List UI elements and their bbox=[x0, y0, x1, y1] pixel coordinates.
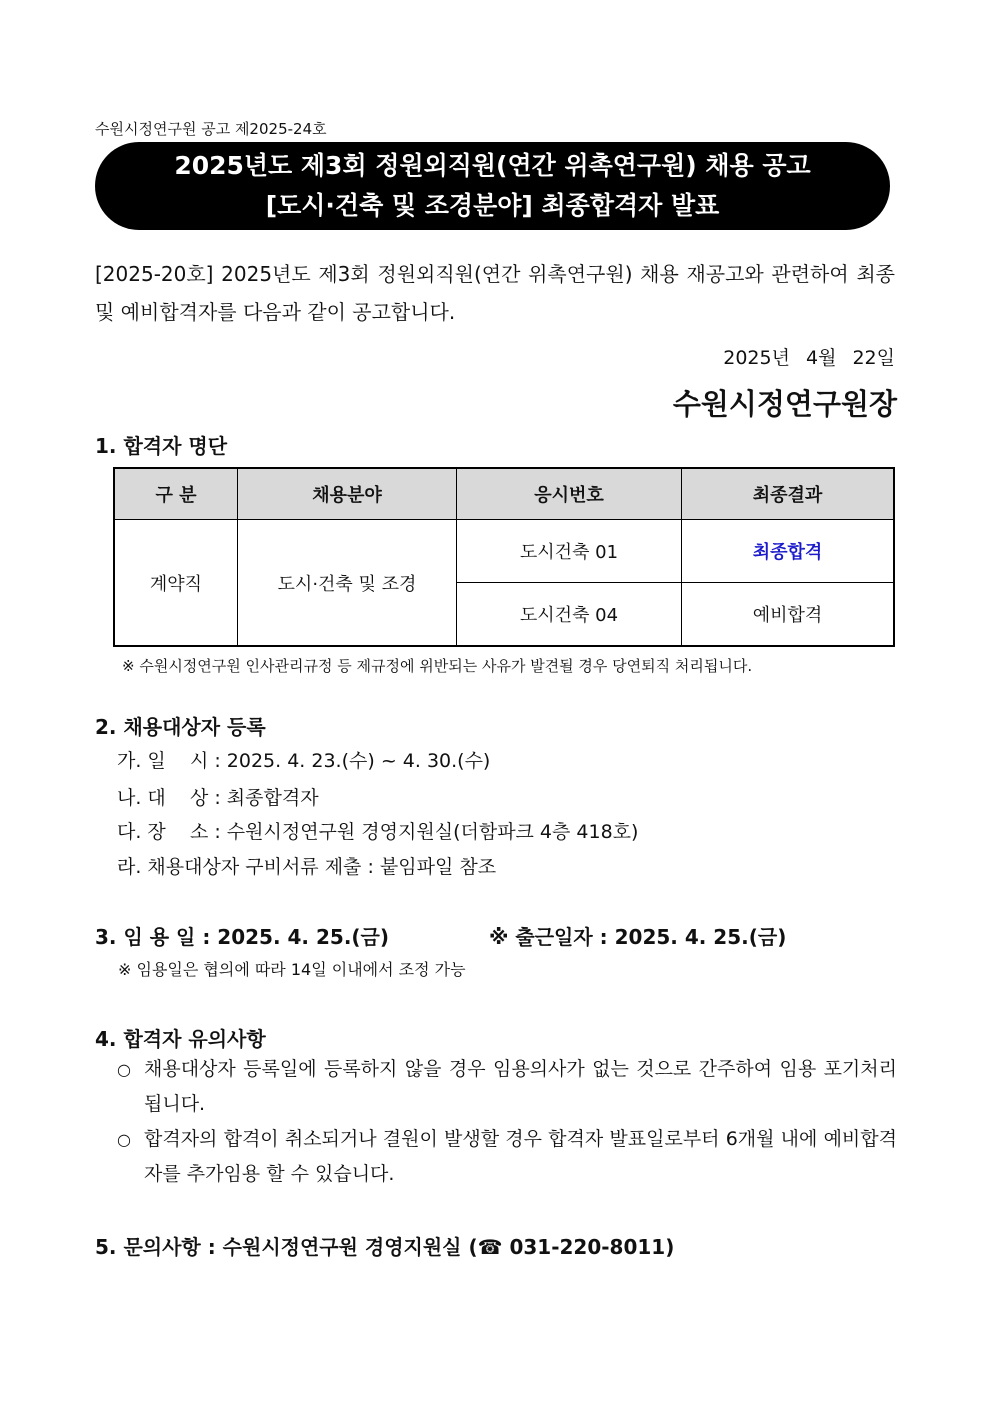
cell-number: 도시건축 01 bbox=[457, 520, 682, 583]
cell-result-final: 최종합격 bbox=[682, 520, 895, 583]
registration-place: 다. 장 소 : 수원시정연구원 경영지원실(더함파크 4층 418호) bbox=[117, 821, 639, 843]
section-4-heading: 4. 합격자 유의사항 bbox=[95, 1027, 266, 1051]
cell-field: 도시·건축 및 조경 bbox=[238, 520, 457, 647]
registration-date: 가. 일 시 : 2025. 4. 23.(수) ~ 4. 30.(수) bbox=[117, 750, 491, 772]
appointment-note: ※ 임용일은 협의에 따라 14일 이내에서 조정 가능 bbox=[118, 960, 466, 979]
section-1-heading: 1. 합격자 명단 bbox=[95, 434, 228, 458]
cell-category: 계약직 bbox=[114, 520, 238, 647]
title-banner bbox=[95, 142, 890, 230]
notice-number: 수원시정연구원 공고 제2025-24호 bbox=[95, 120, 327, 138]
section-5-heading: 5. 문의사항 : 수원시정연구원 경영지원실 (☎ 031-220-8011) bbox=[95, 1235, 675, 1259]
title-line-1: 2025년도 제3회 정원외직원(연간 위촉연구원) 채용 공고 bbox=[174, 151, 811, 180]
section-3-heading: 3. 임 용 일 : 2025. 4. 25.(금) bbox=[95, 925, 390, 949]
issuer-name: 수원시정연구원장 bbox=[672, 387, 897, 421]
notice-item bbox=[117, 1122, 897, 1192]
table-footnote: ※ 수원시정연구원 인사관리규정 등 제규정에 위반되는 사유가 발견될 경우 당연퇴직 처리됩니다. bbox=[122, 657, 753, 675]
notice-text: 합격자의 합격이 취소되거나 결원이 발생할 경우 합격자 발표일로부터 6개월 내에 예비합격자를 추가임용 할 수 있습니다. bbox=[144, 1128, 897, 1185]
cell-result-reserve: 예비합격 bbox=[682, 583, 895, 647]
circle-bullet-icon: ○ bbox=[117, 1060, 131, 1079]
start-date: ※ 출근일자 : 2025. 4. 25.(금) bbox=[489, 925, 787, 949]
notice-text: 채용대상자 등록일에 등록하지 않을 경우 임용의사가 없는 것으로 간주하여 임용 포기처리 됩니다. bbox=[144, 1058, 897, 1115]
header-result: 최종결과 bbox=[682, 468, 895, 520]
header-number: 응시번호 bbox=[457, 468, 682, 520]
table-header-row bbox=[114, 468, 894, 520]
cell-number: 도시건축 04 bbox=[457, 583, 682, 647]
header-category: 구 분 bbox=[114, 468, 238, 520]
announcement-date: 2025년 4월 22일 bbox=[723, 347, 895, 369]
registration-target: 나. 대 상 : 최종합격자 bbox=[117, 787, 319, 809]
section-2-heading: 2. 채용대상자 등록 bbox=[95, 715, 266, 739]
notice-item bbox=[117, 1052, 897, 1122]
roster-table bbox=[113, 467, 895, 647]
intro-paragraph: [2025-20호] 2025년도 제3회 정원외직원(연간 위촉연구원) 채용 재공고와 관련하여 최종 및 예비합격자를 다음과 같이 공고합니다. bbox=[95, 262, 895, 324]
title-line-2: [도시·건축 및 조경분야] 최종합격자 발표 bbox=[265, 191, 720, 220]
registration-documents: 라. 채용대상자 구비서류 제출 : 붙임파일 참조 bbox=[117, 856, 497, 878]
circle-bullet-icon: ○ bbox=[117, 1130, 131, 1149]
header-field: 채용분야 bbox=[238, 468, 457, 520]
table-row bbox=[114, 520, 894, 583]
